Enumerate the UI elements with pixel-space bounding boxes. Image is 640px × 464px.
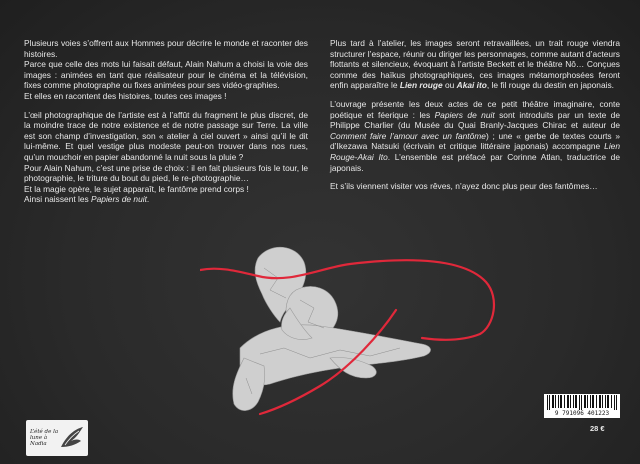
paragraph: Et s’ils viennent visiter vos rêves, n’ayez donc plus peur des fantômes…	[330, 181, 598, 192]
paragraph: L’œil photographique de l’artiste est à l’affût du fragment le plus discret, de la moindre trace de notre existence et de notre passage sur Terre. La ville est son champ d’investigation, son « atelier à ciel ouvert » ainsi qu’il le dit lui-même. Et quel vestige plus modeste peut-on trouver dans nos rues, qu’un mouchoir en papier abandonné la nuit sous la pluie ?	[24, 109, 308, 162]
right-text-column	[330, 38, 620, 200]
red-thread	[200, 260, 494, 340]
left-text-column	[24, 38, 308, 205]
wing-icon	[59, 425, 85, 451]
paragraph: Ainsi naissent les Papiers de nuit.	[24, 194, 150, 205]
publisher-name: L’été de la lune à Nadia	[30, 429, 59, 447]
barcode-digits: 9 791096 401223	[544, 410, 620, 418]
paragraph: Plus tard à l’atelier, les images seront retravaillées, un trait rouge viendra structurer l’espace, réunir ou diriger les personnages, comme autant d’acteurs flottants et silencieux, évoquant à l’artiste Beckett et le théâtre Nô… Conçues comme des haïkus photographiques, ces images métamorphosées feront enfin apparaître le Lien rouge ou Akai ito, le fil rouge du destin en japonais.	[330, 38, 620, 91]
paper-ghost-photo	[200, 238, 500, 418]
paragraph: L’ouvrage présente les deux actes de ce petit théâtre imaginaire, conte poétique et féerique : les Papiers de nuit sont introduits par un texte de Philippe Charlier (du Musée du Quai Branly-Jacques Chirac et auteur de Comment faire l’amour avec un fantôme) ; une « gerbe de textes courts » d’Ikezawa Natsuki (écrivain et critique littéraire japonais) accompagne Lien Rouge-Akai Ito. L’ensemble est préfacé par Corinne Atlan, traductrice de japonais.	[330, 98, 620, 173]
paragraph: Pour Alain Nahum, c’est une prise de choix : il en fait plusieurs fois le tour, le photographie, le triture du bout du pied, le re-photographie…	[24, 162, 308, 184]
paragraph: Et la magie opère, le sujet apparaît, le fantôme prend corps !	[24, 183, 249, 194]
paragraph: Parce que celle des mots lui faisait défaut, Alain Nahum a choisi la voie des images : animées en tant que réalisateur pour le cinéma et la télévision, fixes comme photographe ou fixes animées pour ses vidéo-graphies.	[24, 59, 308, 91]
paragraph: Et elles en racontent des histoires, toutes ces images !	[24, 90, 227, 101]
barcode-bars	[544, 394, 620, 410]
paragraph: Plusieurs voies s’offrent aux Hommes pour décrire le monde et raconter des histoires.	[24, 38, 308, 59]
price-label: 28 €	[590, 424, 605, 433]
publisher-logo	[26, 420, 88, 456]
